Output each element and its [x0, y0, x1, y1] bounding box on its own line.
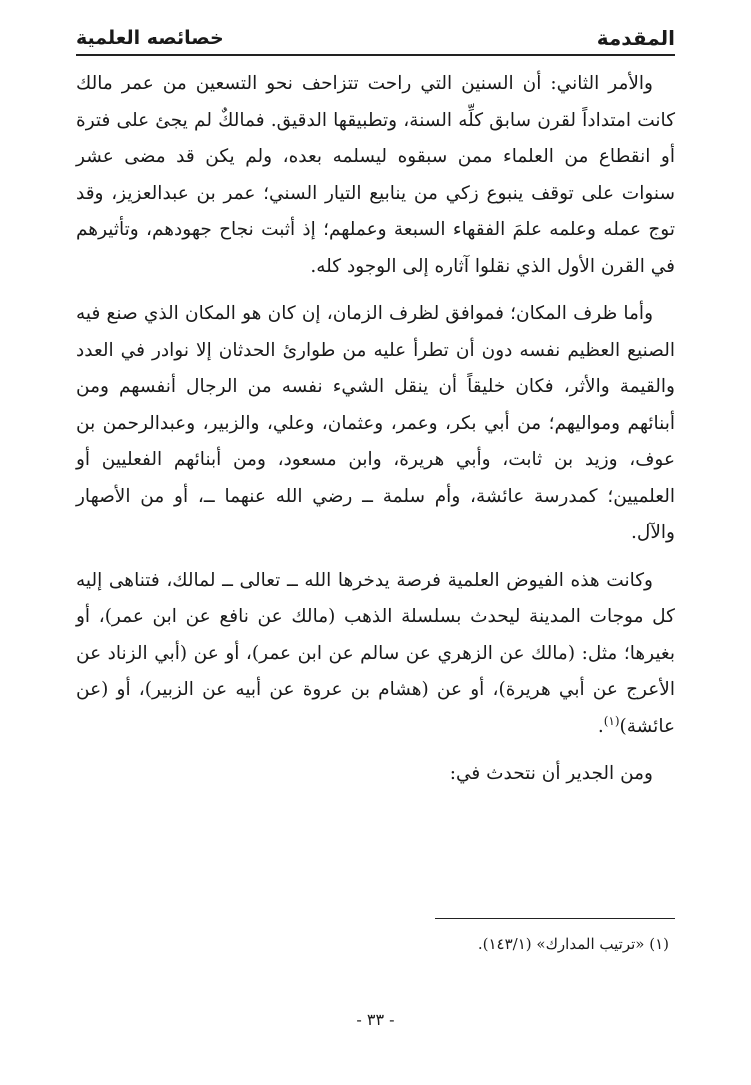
page-number: - ٣٣ - — [356, 1010, 395, 1029]
chapter-title: خصائصه العلمية — [76, 27, 224, 49]
paragraph-knowledge-text: وكانت هذه الفيوض العلمية فرصة يدخرها الله ــ تعالى ــ لمالك، فتناهى إليه كل موجات المدينة ليحدث بسلسلة الذهب (مالك عن نافع عن ابن عمر)، أو بغيرها؛ مثل: (مالك عن الزهري عن سالم عن ابن عمر)، أو عن (أبي الزناد عن الأعرج عن أبي هريرة)، أو عن (هشام بن عروة عن أبيه عن الزبير)، أو (عن عائشة) — [76, 569, 675, 737]
paragraph-place: وأما ظرف المكان؛ فموافق لظرف الزمان، إن كان هو المكان الذي صنع فيه الصنيع العظيم نفسه دون أن تطرأ عليه من طوارئ الحدثان إلا نوادر في العدد والقيمة والأثر، فكان خليقاً أن ينقل الشيء نفسه من الرجال أنفسهم ومن أبنائهم ومواليهم؛ من أبي بكر، وعمر، وعثمان، وعلي، والزبير، وعبدالرحمن بن عوف، وزيد بن ثابت، وأبي هريرة، وابن مسعود، ومن أبنائهم الفعليين أو العلميين؛ كمدرسة عائشة، وأم سلمة ــ رضي الله عنهما ــ، أو من الأصهار والآل. — [76, 303, 676, 543]
running-header — [76, 20, 675, 56]
body-text — [76, 66, 675, 804]
paragraph-knowledge: وكانت هذه الفيوض العلمية فرصة يدخرها الله ــ تعالى ــ لمالك، فتناهى إليه كل موجات المدينة ليحدث بسلسلة الذهب (مالك عن نافع عن ابن عمر)، أو بغيرها؛ مثل: (مالك عن الزهري عن سالم عن ابن عمر)، أو عن (أبي الزناد عن الأعرج عن أبي هريرة)، أو عن (هشام بن عروة عن أبيه عن الزبير)، أو (عن عائشة)$^{(١)}$. — [76, 569, 675, 737]
paragraph-second-matter: والأمر الثاني: أن السنين التي راحت تتزاحف نحو التسعين من عمر مالك كانت امتداداً لقرن سابق كلِّه السنة، وتطبيقها الدقيق. فمالكٌ لم يجئ على فترة أو انقطاع من العلماء ممن سبقوه ليسلمه بعده، ولم يكن قد مضى عشر سنوات على توقف ينبوع زكي من ينابيع التيار السني؛ عمر بن عبدالعزيز، وقد توج عمله وعلمه علمَ الفقهاء السبعة وعملهم؛ إذ أثبت نجاح جهودهم، وتأثيرهم في القرن الأول الذي نقلوا آثاره إلى الوجود كله. — [76, 73, 675, 277]
footnote-reference[interactable]: (١) — [603, 713, 620, 728]
footnote: (١) «ترتيب المدارك» (١٤٣/١). — [477, 935, 669, 953]
section-title: المقدمة — [596, 26, 675, 50]
footnote-divider — [435, 918, 675, 919]
paragraph-next-topic: ومن الجدير أن نتحدث في: — [449, 763, 653, 784]
